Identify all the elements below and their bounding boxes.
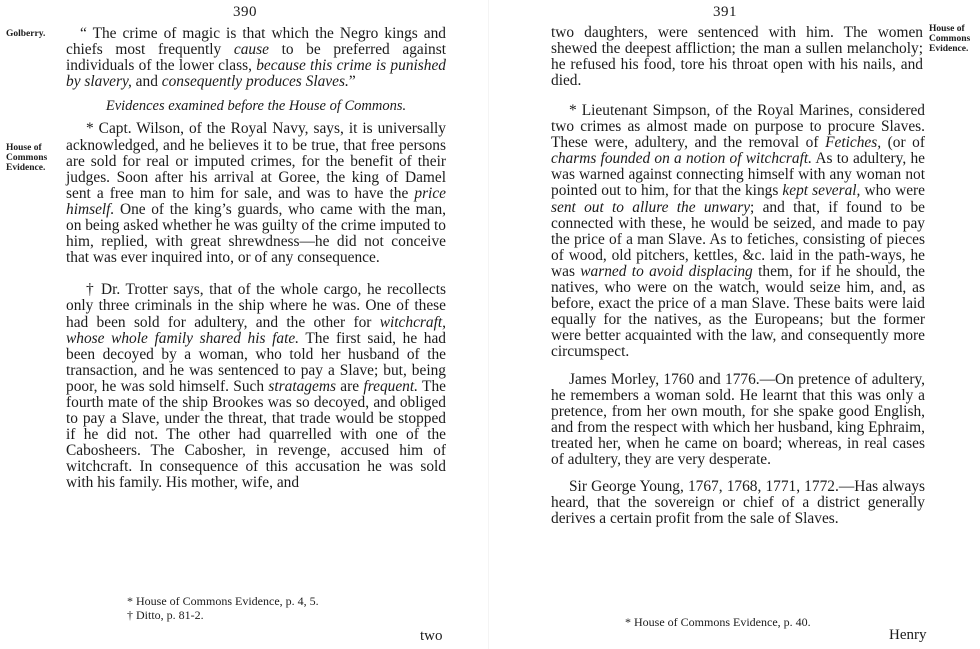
section-heading: Evidences examined before the House of Commons. <box>105 98 407 115</box>
catchword: two <box>420 628 443 644</box>
margin-note-line: House of <box>929 24 965 34</box>
footnote: * House of Commons Evidence, p. 4, 5. <box>127 594 319 608</box>
paragraph-morley: James Morley, 1760 and 1776.—On pretence of adultery, he remembers a woman sold. He learnt that this was only a pretence, from her own mouth, for she spake good English, and from the respect with which her husband, king Ephraim, treated her, when he came on board; whereas, in real cases of adultery, they are very desperate. <box>551 370 925 468</box>
page-number: 390 <box>233 4 257 20</box>
margin-note-golberry: Golberry. <box>6 29 46 39</box>
right-text-column-top <box>551 25 923 89</box>
left-page <box>0 0 489 649</box>
paragraph-continuation: two daughters, were sentenced with him. The women shewed the deepest affliction; the man a sullen melancholy; he refused his food, tore his throat open with his nails, and died. <box>551 24 923 90</box>
paragraph-trotter: † Dr. Trotter says, that of the whole cargo, he recollects only three criminals in the ship where he was. One of these had been sold for adultery, and the other for witchcraft, whose whole family shared his fate. The first said, he had been decoyed by a woman, who told her husband of the transaction, and he was sentenced to pay a Slave; but, being poor, he was sold himself. Such stratagems are frequent. The fourth mate of the ship Brookes was so decoyed, and obliged to pay a Slave, under the threat, that trade would be stopped if he did not. The other had quarrelled with one of the Cabosheers. The Cabosher, in revenge, accused him of witchcraft. In consequence of this accusation he was sold with his family. His mother, wife, and <box>66 281 446 492</box>
margin-note-house-of-commons <box>6 143 47 173</box>
golberry-quote: “ The crime of magic is that which the Negro kings and chiefs most frequently cause to be preferred against individuals of the lower class, because this crime is punished by slavery, and consequently produces Slaves.” <box>66 25 447 91</box>
margin-note-line: Evidence. <box>6 163 46 173</box>
footnote: † Ditto, p. 81-2. <box>127 608 204 622</box>
footnote: * House of Commons Evidence, p. 40. <box>625 615 811 629</box>
paragraph-simpson: * Lieutenant Simpson, of the Royal Marines, considered two crimes as almost made on purpose to procure Slaves. These were, adultery, and the removal of Fetiches, (or of charms founded on a notion of witchcraft. As to adultery, he was warned against connecting himself with any woman not pointed out to him, for that the kings kept several, who were sent out to allure the unwary; and that, if found to be connected with these, he would be seized, and made to pay the price of a man Slave. As to fetiches, consisting of pieces of wood, old pitchers, kettles, &c. laid in the path-ways, he was warned to avoid displacing them, for if he should, the natives, who were on the watch, would seize him, and, as before, exact the price of a man Slave. These baits were laid equally for the natives, as the Europeans; but the former were better acquainted with the law, and consequently more circumspect. <box>551 102 925 361</box>
paragraph-young: Sir George Young, 1767, 1768, 1771, 1772.—Has always heard, that the sovereign or chief of a district generally derives a certain profit from the sale of Slaves. <box>551 478 925 528</box>
margin-note-line: Commons <box>6 153 48 163</box>
paragraph-wilson: * Capt. Wilson, of the Royal Navy, says, it is universally acknowledged, and he believes it to be true, that free persons are sold for real or imputed crimes, for the benefit of their judges. Soon after his arrival at Goree, the king of Damel sent a free man to him for sale, and was to have the price himself. One of the king’s guards, who came with the man, on being asked whether he was guilty of the crime imputed to him, replied, with great shrewdness—he did not conceive that was ever inquired into, or of any consequence. <box>66 120 446 267</box>
margin-note-line: Evidence. <box>929 44 969 54</box>
right-text-column <box>551 103 925 527</box>
page-number: 391 <box>713 4 737 20</box>
footnotes <box>127 594 319 622</box>
left-text-column <box>66 26 446 492</box>
catchword: Henry <box>889 627 927 643</box>
margin-note-house-of-commons <box>929 24 970 54</box>
right-page <box>489 0 980 649</box>
margin-note-line: Commons <box>929 34 971 44</box>
margin-note-line: House of <box>6 143 42 153</box>
